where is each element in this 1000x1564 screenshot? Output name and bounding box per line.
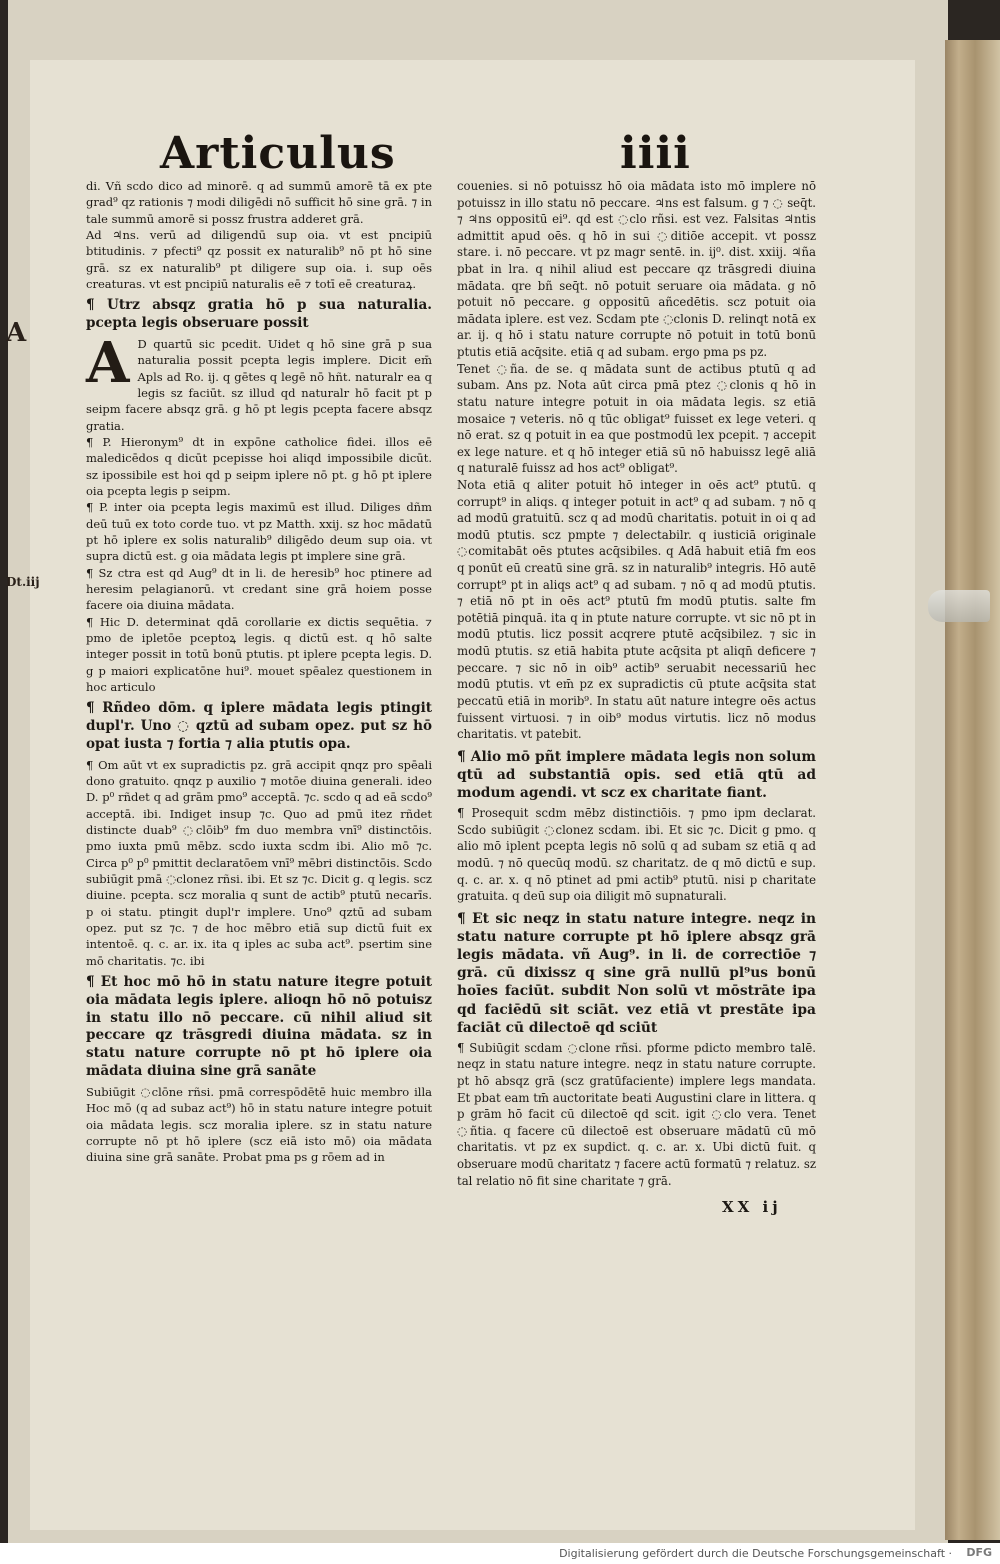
page-clip [928,590,990,622]
running-head-left: Articulus [160,128,396,179]
margin-note-dt: Dt.iij [6,575,40,589]
paragraph-text: D quartū sic pcedit. Uidet q hō sine grā p sua naturalia possit pcepta legis implere. Dicit em̄ Apls ad Ro. ij. q gētes q legē nō hñt. naturalr ea q legis sz faciūt. sz illud qd naturalr hō facit pt p seipm facere absqz grā. g hō pt legis pcepta facere absqz gratia. [86,336,432,433]
paragraph: Subiūgit ◌clōne rñsi. pmā correspōdētē huic membro illa Hoc mō (q ad subaz act⁹) hō in statu nature integre potuit oia mādata legis. scz moralia iplere. sz in statu nature corrupte nō pt hō iplere (scz eiā isto mō) oia mādata diuina sine grā sanāte. Probat pma ps g rōem ad in [86,1084,432,1165]
paragraph: ¶ P. inter oia pcepta legis maximū est illud. Diliges dñm deū tuū ex toto corde tuo. vt pz Matth. xxij. sz hoc mādatū pt hō iplere ex solis naturalib⁹ diligēdo deum sup oia. vt supra dictū est. g oia mādata legis pt implere sine grā. [86,500,432,564]
paragraph: couenies. si nō potuissz hō oia mādata isto mō implere nō potuissz in illo statu nō peccare. ♃ns est falsum. g ⁊ ◌ seq̄t. ⁊ ♃ns oppositū ei⁹. qd est ◌clo rñsi. est vez. Falsitas ♃ntis admittit apud oēs. q hō in sui ◌ditiōe accepit. vt possz stare. i. nō peccare. vt pz magr sentē. in. ij⁰. dist. xxiij. ♃ña pbat in lra. q nihil aliud est peccare qz trāsgredi diuina mādata. qre bñ seq̄t. nō potuit seruare oia mādata. g nō potuit nō peccare. g oppositū añcedētis. scz potuit oia mādata iplere. est vez. Scdam pte ◌clonis D. relinqt notā ex ar. ij. q hō i statu nature corrupte nō potuit in totū bonū ptutis etiā acq̄site. etiā q ad subam. ergo pma ps pz. [457,179,816,360]
drop-cap: A [86,329,130,396]
paragraph: Tenet ◌ña. de se. q mādata sunt de actibus ptutū q ad subam. Ans pz. Nota aūt circa pmā ptez ◌clonis q hō in statu nature integre potuit in oia mādata legis. sz etiā mosaice ⁊ veteris. nō q tūc obligat⁹ fuisset ex lege veteri. q nō erat. sz q potuit in ea que postmodū lex pcepit. ⁊ accepit ex lege nature. et q hō integer etiā sū nō habuissz legē aliā q naturalē fuissz ad hos act⁹ obligat⁹. [457,361,816,476]
footer-credit: Digitalisierung gefördert durch die Deutsche Forschungsgemeinschaft · [559,1547,952,1560]
paragraph: ¶ Om aūt vt ex supradictis pz. grā accipit qnqz pro spēali dono gratuito. qnqz p auxilio ⁊ motōe diuina generali. ideo D. p⁰ rñdet q ad grām pmo⁹ acceptā. ⁊c. scdo q ad eā scdo⁹ acceptā. ibi. Indiget insup ⁊c. Quo ad pmū itez rñdet distincte duab⁹ ◌clōib⁹ fm duo membra vnī⁹ distinctōis. pmo iuxta pmū mēbz. scdo iuxta scdm ibi. Alio mō ⁊c. Circa p⁰ p⁰ pmittit declaratōem vnī⁹ mēbri distinctōis. Scdo subiūgit pmā ◌clonez rñsi. ibi. Et sz ⁊c. Dicit g. q legis. scz diuine. pcepta. scz moralia q sunt de actib⁹ ptutū necarīs. p oi statu. ptingit dupl'r implere. Uno⁹ qztū ad subam opez. put sz ⁊c. ⁊ de hoc mēbro etiā sup dictū fuit ex intentoē. q. c. ar. ix. ita q iples ac suba act⁹. psertim sine mō charitatis. ⁊c. ibi [86,757,432,968]
paragraph [86,329,432,434]
book-fore-edge [945,40,1000,1540]
paragraph: Nota etiā q aliter potuit hō integer in oēs act⁹ ptutū. q corrupt⁹ in aliqs. q integer potuit in act⁹ q ad subam. ⁊ nō q ad modū gratuitū. scz q ad modū charitatis. potuit in oi q ad modū ptutis. scz pmpte ⁊ delectabilr. q iusticiā originale ◌comitabāt oēs ptutes acq̄sibiles. q Adā habuit etiā fm eos q ponūt eū creatū sine grā. sz in naturalib⁹ integris. Hō autē corrupt⁹ pt in aliqs act⁹ q ad subam. ⁊ nō q ad modū ptutis. ⁊ etiā nō pt in oēs act⁹ ptutū fm modū ptutis. salte fm potētiā pinquā. ita q in ptute nature corrupte. vt sic nō pt in modū ptutis. licz possit acqrere ptutē acq̄sibilez. ⁊ sic in modū ptutis. sz etiā habita ptute acq̄sita pt aliqn̄ deficere ⁊ peccare. ⁊ sic nō in oib⁹ actib⁹ seruabit necessariū hec modū ptutis. vt em̄ pz ex supradictis cū ptute acq̄sita stat peccatū etiā in morib⁹. In statu aūt nature integre oēs actus fuissent virtuosi. ⁊ in oib⁹ modus virtutis. licz nō modus charitatis. vt patebit. [457,477,816,742]
paragraph: di. Vñ scdo dico ad minorē. q ad summū amorē tā ex pte grad⁹ qz rationis ⁊ modi diligēdi nō sufficit hō sine grā. ⁊ in tale summū amorē si possz frustra adderet grā. [86,179,432,226]
paragraph: ¶ P. Hieronym⁹ dt in expōne catholice fidei. illos eē maledicēdos q dicūt pcepisse hoi aliqd impossibile dicūt. sz ipossibile est hoi qd p seipm iplere nō pt. g hō pt iplere oia pcepta legis p seipm. [86,434,432,498]
question-heading: ¶ Utrz absqz gratia hō p sua naturalia. pcepta legis obseruare possit [86,297,432,332]
paragraph: ¶ Hic D. determinat qdā corollarie ex dictis sequētia. ⁊ pmo de ipletōe pceptoꝝ legis. q dictū est. q hō salte integer possit in totū bonū ptutis. pt iplere pcepta legis. D. g p maiori explicatōne hui⁹. mouet spēalez questionem in hoc articulo [86,614,432,694]
signature-mark: XX ij [722,1198,782,1216]
section-heading: ¶ Et hoc mō hō in statu nature itegre potuit oia mādata legis iplere. alioqn hō nō potuisz in statu illo nō peccare. cū nihil aliud sit peccare qz trāsgredi diuina mādata. sz in statu nature corrupte nō pt hō iplere oia mādata diuina sine grā sanāte [86,973,432,1080]
paragraph: ¶ Sz ctra est qd Aug⁹ dt in li. de heresib⁹ hoc ptinere ad heresim pelagianorū. vt credant sine grā hoiem posse facere oia diuina mādata. [86,565,432,613]
paragraph: ¶ Prosequit scdm mēbz distinctiōis. ⁊ pmo ipm declarat. Scdo subiūgit ◌clonez scdam. ibi. Et sic ⁊c. Dicit g pmo. q alio mō iplent pcepta legis nō solū q ad subam sz etiā q ad modū. ⁊ nō quecūq modū. sz charitatz. de q mō dictū e sup. q. c. ar. x. q nō ptinet ad pmi actib⁹ ptutū. nisi p charitate gratuita. q deū sup oia diligit mō supnaturali. [457,806,816,904]
left-column [86,178,432,1166]
margin-letter: A [6,318,27,348]
right-column [457,178,816,1189]
response-heading: ¶ Rñdeo dōm. q iplere mādata legis ptingit dupl'r. Uno ◌ qztū ad subam opez. put sz hō opat iusta ⁊ fortia ⁊ alia ptutis opa. [86,700,432,752]
section-heading: ¶ Alio mō pñt implere mādata legis non solum qtū ad substantiā opis. sed etiā qtū ad modum agendi. vt scz ex charitate fiant. [457,748,816,801]
paragraph: ¶ Subiūgit scdam ◌clone rñsi. pforme pdicto membro talē. neqz in statu nature integre. neqz in statu nature corrupte. pt hō absqz grā (scz gratūfaciente) implere legs mandata. Et pbat eam tm̄ auctoritate beati Augustini clare in littera. q p grām hō facit cū dilectoē qd scit. igit ◌clo vera. Tenet ◌ñtia. q facere cū dilectoē est obseruare mādatū cū mō charitatis. vt pz ex supdict. q. c. ar. x. Ubi dictū fuit. q obseruare modū charitatz ⁊ facere actū formatū ⁊ relatuz. sz tal relatio nō fit sine charitate ⁊ grā. [457,1040,816,1188]
section-heading: ¶ Et sic neqz in statu nature integre. neqz in statu nature corrupte pt hō iplere absqz grā legis mādata. vñ Aug⁹. in li. de correctiōe ⁊ grā. cū dixissz q sine grā nullū pl⁹us bonū hoīes faciūt. subdit Non solū vt mōstrāte ipa qd faciēdū sit sciāt. vez etiā vt prestāte ipa faciāt cū dilectoē qd sciūt [457,910,816,1036]
paragraph: Ad ♃ns. verū ad diligendū sup oia. vt est pncipiū btitudinis. ⁊ pfecti⁹ qz possit ex naturalib⁹ nō pt hō sine grā. sz ex naturalib⁹ pt diligere sup oia. i. sup oēs creaturas. vt est pncipiū naturalis eē ⁊ totī eē creaturaꝝ. [86,227,432,291]
running-head-right: iiii [620,128,691,179]
dfg-logo: DFG [966,1546,992,1559]
